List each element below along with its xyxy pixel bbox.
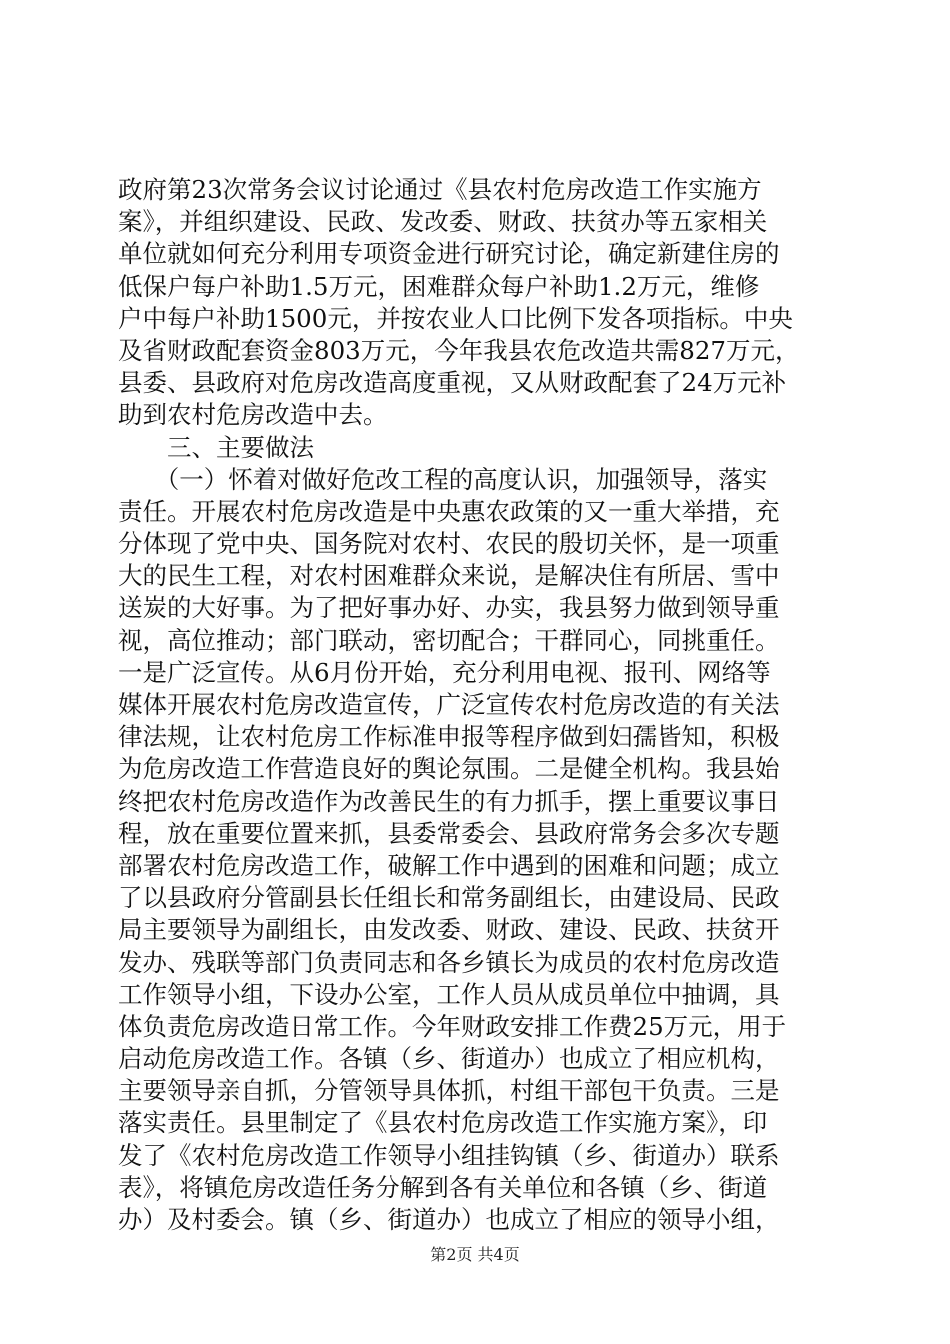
text-line: 大的民生工程，对农村困难群众来说，是解决住有所居、雪中: [118, 561, 780, 591]
text-line: 助到农村危房改造中去。: [118, 400, 388, 430]
text-line: 局主要领导为副组长，由发改委、财政、建设、民政、扶贫开: [118, 915, 780, 945]
text-line: 落实责任。县里制定了《县农村危房改造工作实施方案》，印: [118, 1108, 768, 1138]
text-line: 政府第23次常务会议讨论通过《县农村危房改造工作实施方: [118, 175, 762, 204]
text-line: 单位就如何充分利用专项资金进行研究讨论，确定新建住房的: [118, 239, 780, 269]
text-line: 体负责危房改造日常工作。今年财政安排工作费25万元，用于: [118, 1011, 787, 1041]
text-line: 县委、县政府对危房改造高度重视，又从财政配套了24万元补: [118, 368, 787, 398]
text-line: 工作领导小组，下设办公室，工作人员从成员单位中抽调，具: [118, 979, 780, 1009]
body-text: [118, 174, 848, 1236]
text-line: 启动危房改造工作。各镇（乡、街道办）也成立了相应机构，: [118, 1044, 780, 1074]
text-line: （一）怀着对做好危改工程的高度认识，加强领导，落实: [118, 464, 768, 494]
text-line: 一是广泛宣传。从6月份开始，充分利用电视、报刊、网络等: [118, 657, 771, 687]
text-line: 主要领导亲自抓，分管领导具体抓，村组干部包干负责。三是: [118, 1076, 780, 1106]
text-line: 低保户每户补助1.5万元，困难群众每户补助1.2万元，维修: [118, 271, 760, 301]
text-line: 发办、残联等部门负责同志和各乡镇长为成员的农村危房改造: [118, 947, 780, 977]
text-line: 媒体开展农村危房改造宣传，广泛宣传农村危房改造的有关法: [118, 690, 780, 719]
text-line: 终把农村危房改造作为改善民生的有力抓手，摆上重要议事日: [118, 786, 780, 816]
text-line: 程，放在重要位置来抓，县委常委会、县政府常务会多次专题: [118, 818, 780, 848]
text-line: 责任。开展农村危房改造是中央惠农政策的又一重大举措，充: [118, 496, 780, 526]
text-line: 为危房改造工作营造良好的舆论氛围。二是健全机构。我县始: [118, 754, 780, 784]
page-number-footer: 第2页 共4页: [430, 1245, 520, 1264]
text-line: 案》，并组织建设、民政、发改委、财政、扶贫办等五家相关: [118, 207, 768, 237]
text-line: 及省财政配套资金803万元，今年我县农危改造共需827万元，: [118, 335, 800, 365]
text-line: 视，高位推动；部门联动，密切配合；干群同心，同挑重任。: [118, 625, 780, 655]
text-line: 表》，将镇危房改造任务分解到各有关单位和各镇（乡、街道: [118, 1172, 768, 1202]
text-line: 发了《农村危房改造工作领导小组挂钩镇（乡、街道办）联系: [118, 1140, 780, 1170]
text-line: 户中每户补助1500元，并按农业人口比例下发各项指标。中央: [118, 303, 793, 333]
text-line: 送炭的大好事。为了把好事办好、办实，我县努力做到领导重: [118, 593, 780, 623]
text-line: 分体现了党中央、国务院对农村、农民的殷切关怀，是一项重: [118, 529, 780, 559]
text-line: 部署农村危房改造工作，破解工作中遇到的困难和问题；成立: [118, 850, 780, 880]
text-line: 了以县政府分管副县长任组长和常务副组长，由建设局、民政: [118, 883, 780, 913]
section-heading: 三、主要做法: [118, 432, 314, 462]
text-line: 办）及村委会。镇（乡、街道办）也成立了相应的领导小组，: [118, 1205, 780, 1234]
text-line: 律法规，让农村危房工作标准申报等程序做到妇孺皆知，积极: [118, 722, 780, 752]
